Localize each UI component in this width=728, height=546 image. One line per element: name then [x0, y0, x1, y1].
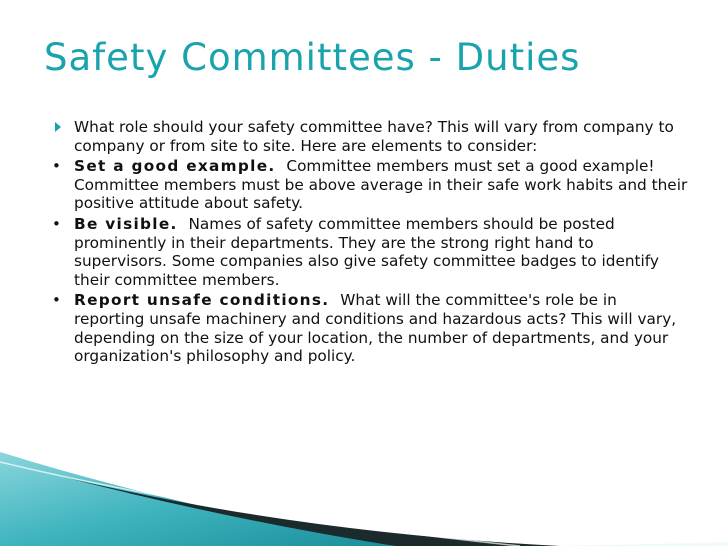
item-heading: Set a good example.: [74, 157, 276, 176]
item-text: Committee members must set a good example! Committee members must be above average in their safe work habits and their positive attitude about safety.: [74, 157, 688, 213]
dot-bullet: •: [52, 291, 61, 310]
intro-item: [52, 118, 688, 155]
dot-bullet: •: [52, 157, 61, 176]
item-heading: Be visible.: [74, 214, 178, 233]
list-item: [52, 215, 688, 289]
list-item: [52, 291, 688, 365]
item-text: Names of safety committee members should be posted prominently in their departments. They are the strong right hand to supervisors. Some companies also give safety committee badges to identify their committee members.: [74, 214, 659, 289]
intro-text: What role should your safety committee have? This will vary from company to company or from site to site. Here are elements to consider:: [74, 118, 674, 155]
slide-title: Safety Committees - Duties: [44, 36, 581, 79]
bullet-list: [52, 118, 688, 368]
triangle-bullet-icon: [52, 118, 68, 136]
list-item: [52, 157, 688, 213]
item-text: What will the committee's role be in reporting unsafe machinery and conditions and hazardous acts? This will vary, depending on the size of your location, the number of departments, and your organization's philosophy and policy.: [74, 291, 677, 366]
dot-bullet: •: [52, 214, 61, 233]
item-heading: Report unsafe conditions.: [74, 291, 330, 310]
